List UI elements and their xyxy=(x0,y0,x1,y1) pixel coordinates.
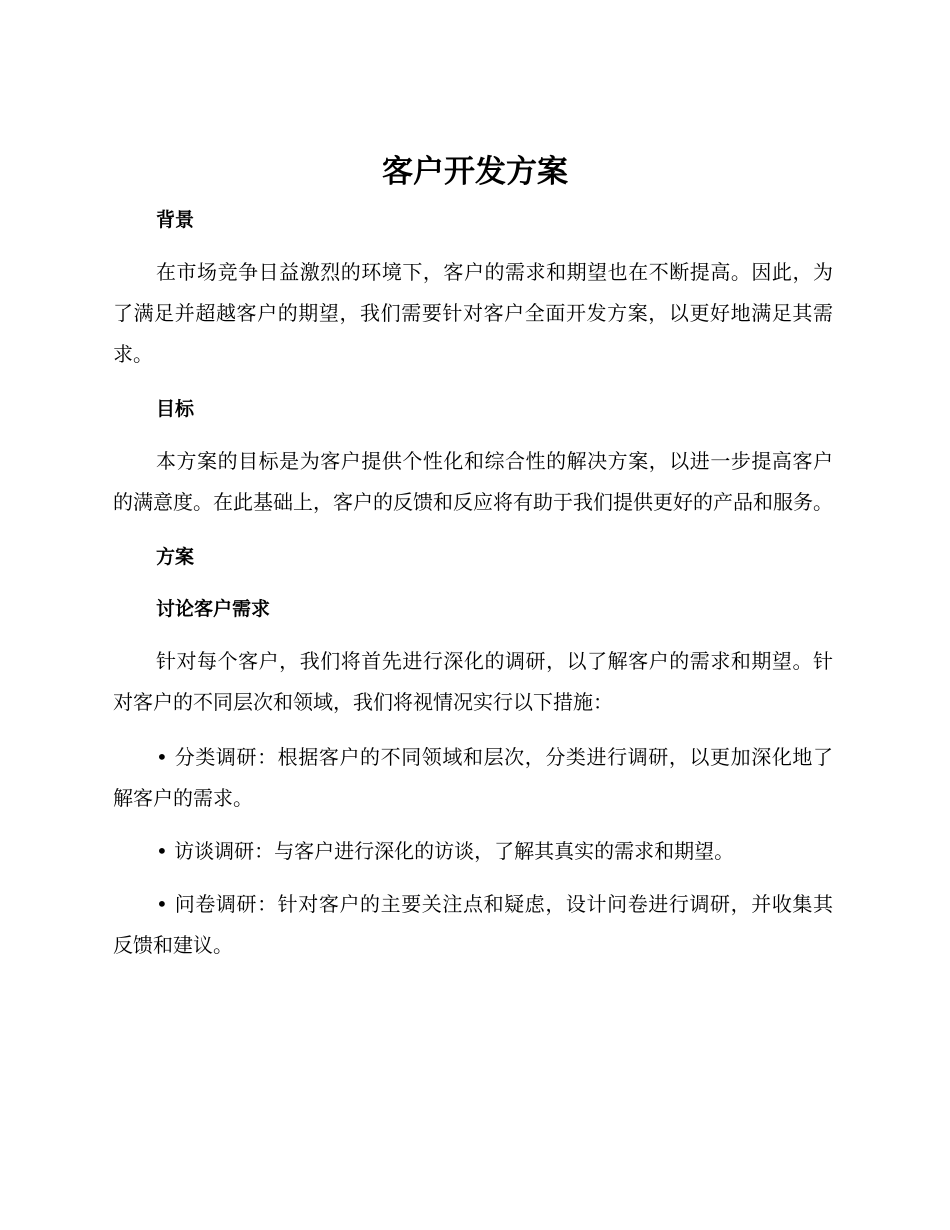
bullet-item-survey-research: • 问卷调研：针对客户的主要关注点和疑虑，设计问卷进行调研，并收集其反馈和建议。 xyxy=(113,892,833,957)
bullet-item-category-research: • 分类调研：根据客户的不同领域和层次，分类进行调研，以更加深化地了解客户的需求。 xyxy=(113,745,833,810)
goal-paragraph: 本方案的目标是为客户提供个性化和综合性的解决方案，以进一步提高客户的满意度。在此基础上，客户的反馈和反应将有助于我们提供更好的产品和服务。 xyxy=(113,449,833,514)
bullet-item-interview-research: • 访谈调研：与客户进行深化的访谈，了解其真实的需求和期望。 xyxy=(156,839,735,863)
section-heading-goal: 目标 xyxy=(156,398,195,420)
subsection-heading-customer-needs: 讨论客户需求 xyxy=(156,598,271,620)
plan-intro-paragraph: 针对每个客户，我们将首先进行深化的调研，以了解客户的需求和期望。针对客户的不同层次和领域，我们将视情况实行以下措施： xyxy=(113,649,833,714)
document-body xyxy=(113,200,833,978)
section-heading-plan: 方案 xyxy=(156,546,195,568)
section-heading-background: 背景 xyxy=(156,209,195,231)
document-title: 客户开发方案 xyxy=(382,154,568,190)
background-paragraph: 在市场竞争日益激烈的环境下，客户的需求和期望也在不断提高。因此，为了满足并超越客户的期望，我们需要针对客户全面开发方案，以更好地满足其需求。 xyxy=(113,260,833,366)
